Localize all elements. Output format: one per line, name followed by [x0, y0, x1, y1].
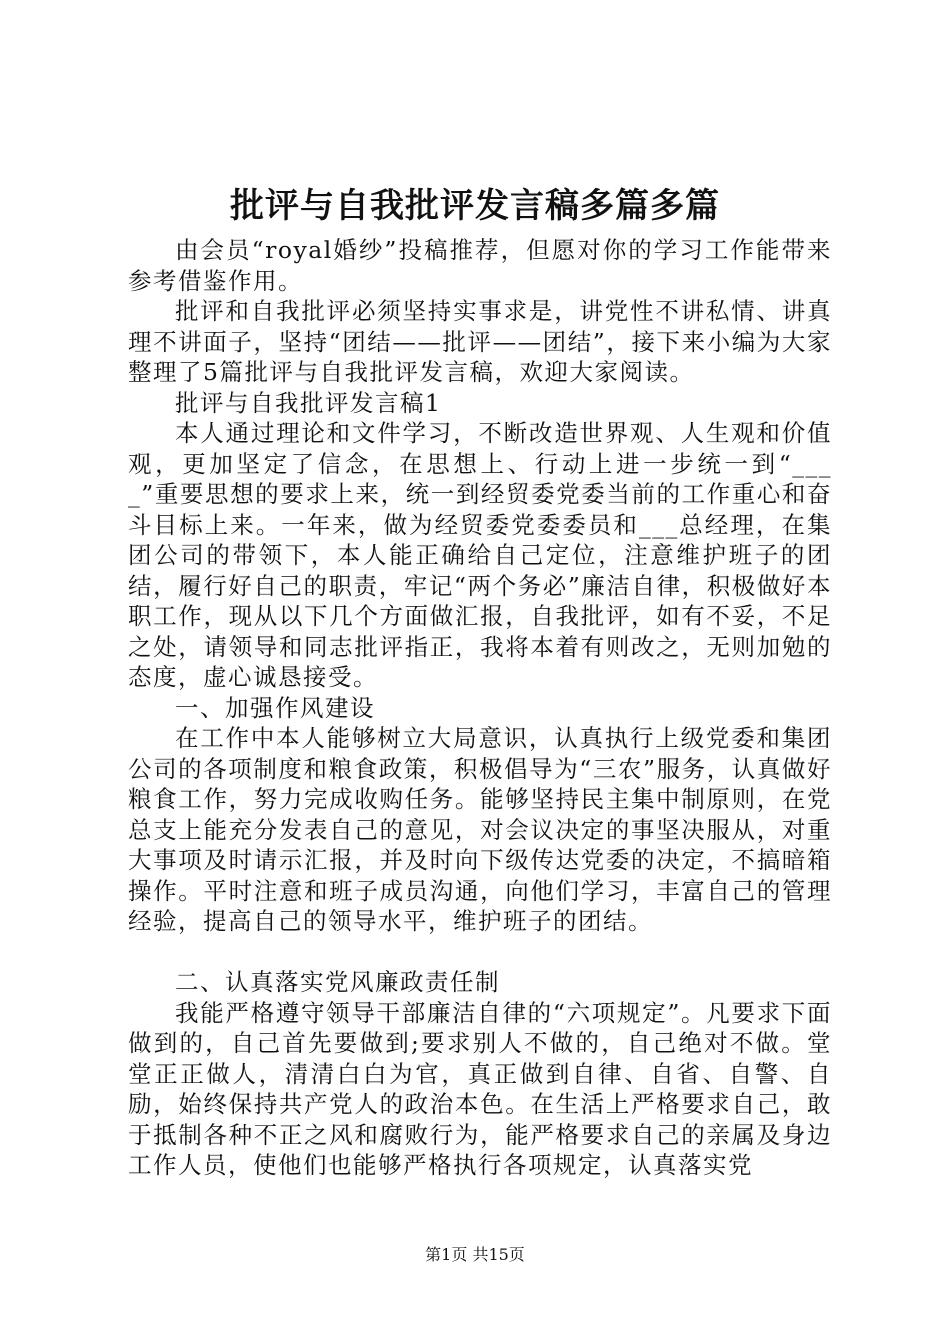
subheading-style: 一、加强作风建设	[175, 693, 375, 722]
body-paragraph: 本人通过理论和文件学习，不断改造世界观、人生观和价值观，更加坚定了信念，在思想上、行动上进一步统一到“____”重要思想的要求上来，统一到经贸委党委当前的工作重心和奋斗目标上来。一年来，做为经贸委党委委员和___总经理，在集团公司的带领下，本人能正确给自己定位，注意维护班子的团结，履行好自己的职责，牢记“两个务必”廉洁自律，积极做好本职工作，现从以下几个方面做汇报，自我批评，如有不妥，不足之处，请领导和同志批评指正，我将本着有则改之，无则加勉的态度，虚心诚恳接受。	[128, 419, 832, 691]
paragraph-spacer	[128, 937, 832, 968]
subheading-integrity: 二、认真落实党风廉政责任制	[175, 968, 500, 996]
body-paragraph: 我能严格遵守领导干部廉洁自律的“六项规定”。凡要求下面做到的，自己首先要做到;要求别人不做的，自己绝对不做。堂堂正正做人，清清白白为官，真正做到自律、自省、自警、自励，始终保持共产党人的政治本色。在生活上严格要求自己，敢于抵制各种不正之风和腐败行为，能严格要求自己的亲属及身边工作人员，使他们也能够严格执行各项规定，认真落实党	[128, 998, 832, 1179]
page-footer: 第1页 共15页	[425, 1245, 525, 1264]
intro-paragraph: 由会员“royal婚纱”投稿推荐，但愿对你的学习工作能带来参考借鉴作用。	[128, 236, 832, 295]
document-title: 批评与自我批评发言稿多篇多篇	[230, 186, 720, 226]
document-body	[128, 235, 832, 1181]
section-title: 批评与自我批评发言稿1	[175, 388, 442, 417]
lead-paragraph: 批评和自我批评必须坚持实事求是，讲党性不讲私情、讲真理不讲面子，坚持“团结——批评——团结”，接下来小编为大家整理了5篇批评与自我批评发言稿，欢迎大家阅读。	[128, 297, 832, 386]
body-paragraph: 在工作中本人能够树立大局意识，认真执行上级党委和集团公司的各项制度和粮食政策，积极倡导为“三农”服务，认真做好粮食工作，努力完成收购任务。能够坚持民主集中制原则，在党总支上能充分发表自己的意见，对会议决定的事坚决服从，对重大事项及时请示汇报，并及时向下级传达党委的决定，不搞暗箱操作。平时注意和班子成员沟通，向他们学习，丰富自己的管理经验，提高自己的领导水平，维护班子的团结。	[128, 724, 832, 935]
